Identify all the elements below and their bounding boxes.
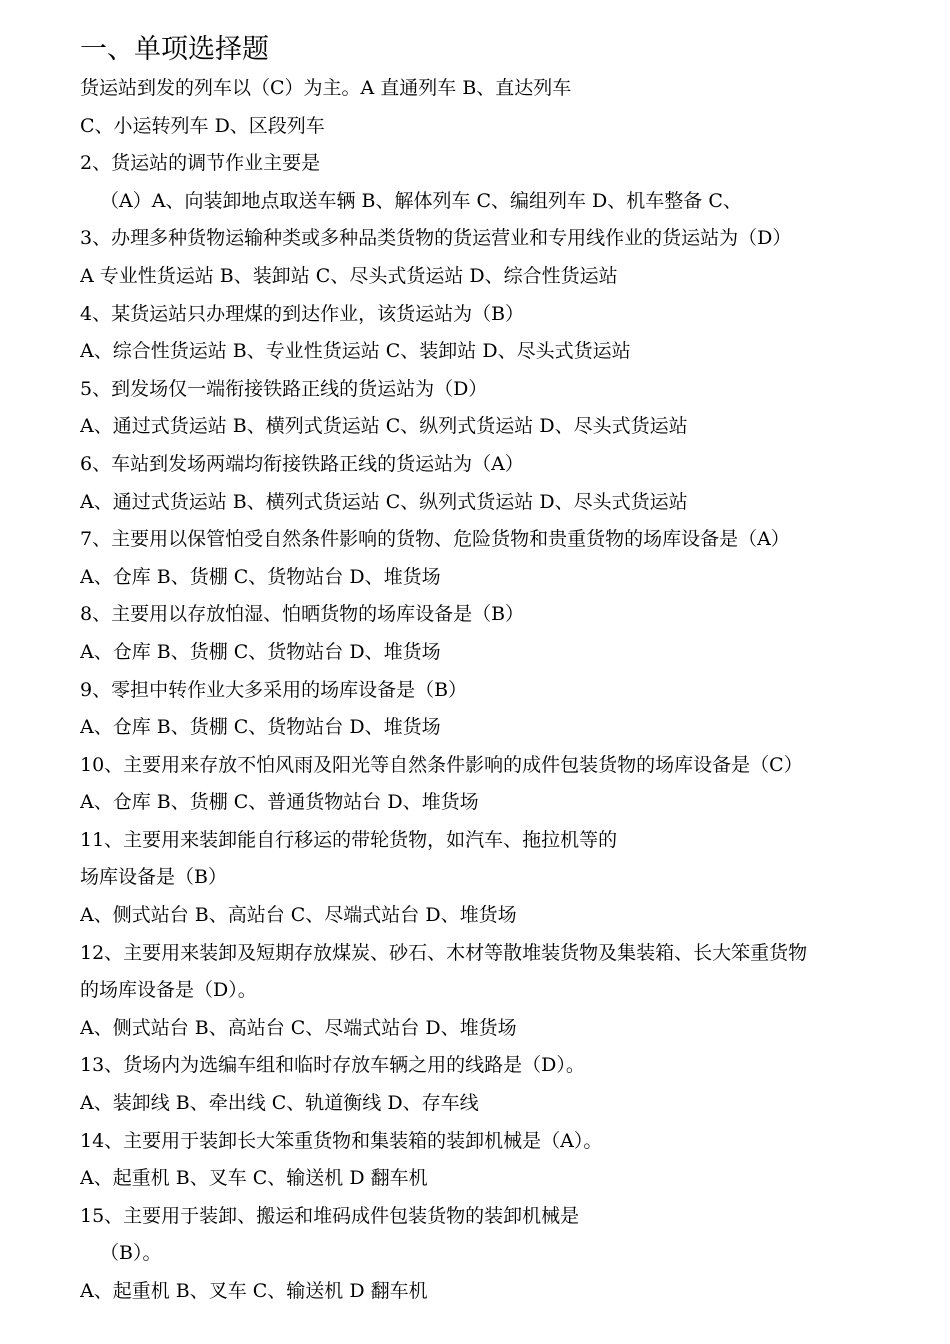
text-line: 15、主要用于装卸、搬运和堆码成件包装货物的装卸机械是: [80, 1204, 580, 1227]
text-line: A、装卸线 B、牵出线 C、轨道衡线 D、存车线: [80, 1092, 479, 1115]
text-line: （B）。: [100, 1242, 162, 1265]
text-line: 2、货运站的调节作业主要是: [80, 152, 321, 175]
text-line: 的场库设备是（D）。: [80, 979, 257, 1002]
text-line: A、侧式站台 B、高站台 C、尽端式站台 D、堆货场: [80, 1016, 517, 1039]
text-line: A、综合性货运站 B、专业性货运站 C、装卸站 D、尽头式货运站: [80, 340, 631, 363]
text-line: A、侧式站台 B、高站台 C、尽端式站台 D、堆货场: [80, 904, 517, 927]
text-line: A、通过式货运站 B、横列式货运站 C、纵列式货运站 D、尽头式货运站: [80, 490, 688, 513]
text-line: C、小运转列车 D、区段列车: [80, 114, 325, 137]
text-line: 4、某货运站只办理煤的到达作业，该货运站为（B）: [80, 302, 525, 325]
text-line: A、通过式货运站 B、横列式货运站 C、纵列式货运站 D、尽头式货运站: [80, 415, 688, 438]
text-line: 货运站到发的列车以（C）为主。A 直通列车 B、直达列车: [80, 77, 572, 99]
text-line: 3、办理多种货物运输种类或多种品类货物的货运营业和专用线作业的货运站为（D）: [80, 227, 792, 250]
text-line: 5、到发场仅一端衔接铁路正线的货运站为（D）: [80, 377, 488, 400]
text-line: 10、主要用来存放不怕风雨及阳光等自然条件影响的成件包装货物的场库设备是（C）: [80, 753, 803, 776]
text-line: 14、主要用于装卸长大笨重货物和集装箱的装卸机械是（A）。: [80, 1129, 603, 1152]
text-line: 场库设备是（B）: [80, 866, 227, 889]
text-line: 9、零担中转作业大多采用的场库设备是（B）: [80, 678, 468, 701]
text-line: （A）A、向装卸地点取送车辆 B、解体列车 C、编组列车 D、机车整备 C、: [100, 189, 742, 212]
text-line: A、起重机 B、叉车 C、输送机 D 翻车机: [80, 1167, 428, 1190]
text-line: 13、货场内为选编车组和临时存放车辆之用的线路是（D）。: [80, 1054, 585, 1077]
text-line: A、仓库 B、货棚 C、普通货物站台 D、堆货场: [80, 791, 479, 814]
text-line: 12、主要用来装卸及短期存放煤炭、砂石、木材等散堆装货物及集装箱、长大笨重货物: [80, 941, 808, 964]
text-line: 7、主要用以保管怕受自然条件影响的货物、危险货物和贵重货物的场库设备是（A）: [80, 528, 790, 551]
text-line: A、起重机 B、叉车 C、输送机 D 翻车机: [80, 1280, 428, 1302]
text-line: A、仓库 B、货棚 C、货物站台 D、堆货场: [80, 640, 441, 663]
text-line: 8、主要用以存放怕湿、怕晒货物的场库设备是（B）: [80, 603, 525, 626]
question-list: [80, 70, 910, 1311]
text-line: A、仓库 B、货棚 C、货物站台 D、堆货场: [80, 565, 441, 588]
section-title: 一、单项选择题: [80, 34, 269, 65]
text-line: A 专业性货运站 B、装卸站 C、尽头式货运站 D、综合性货运站: [80, 264, 618, 287]
text-line: 6、车站到发场两端均衔接铁路正线的货运站为（A）: [80, 452, 524, 475]
text-line: 11、主要用来装卸能自行移运的带轮货物，如汽车、拖拉机等的: [80, 828, 618, 851]
text-line: A、仓库 B、货棚 C、货物站台 D、堆货场: [80, 716, 441, 739]
